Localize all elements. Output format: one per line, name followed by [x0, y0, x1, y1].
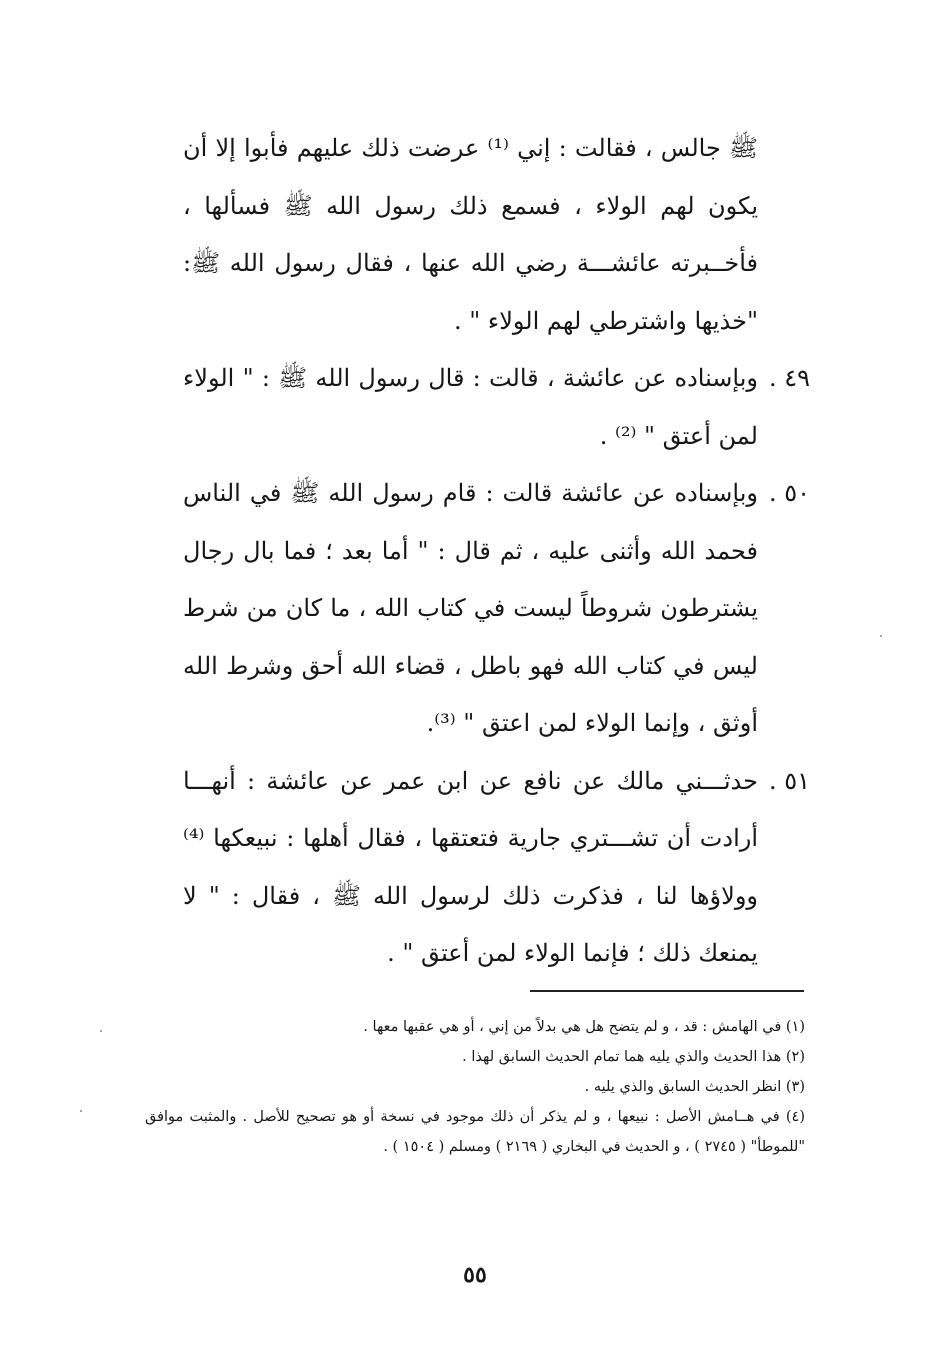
hadith-number: ٥١ .	[768, 766, 810, 795]
hadith-text: وبإسناده عن عائشة قالت : قام رسول الله ﷺ في الناس فحمد الله وأثنى عليه ، ثم قال : " أما بعد ؛ فما بال رجال يشترطون شروطاً ليست في كتاب الله ، ما كان من شرط ليس في كتاب الله فهو باطل ، قضاء الله أحق وشرط الله أوثق ، وإنما الولاء لمن اعتق " ⁽³⁾.	[183, 479, 758, 737]
footnotes	[145, 1012, 805, 1162]
footnote-2: (٢) هذا الحديث والذي يليه هما تمام الحديث السابق لهذا .	[462, 1049, 805, 1065]
footnote-3: (٣) انظر الحديث السابق والذي يليه .	[584, 1079, 805, 1095]
hadith-49	[183, 350, 810, 465]
hadith-text: وبإسناده عن عائشة ، قالت : قال رسول الله ﷺ : " الولاء لمن أعتق " ⁽²⁾ .	[183, 364, 758, 450]
hadith-number: ٥٠ .	[768, 479, 810, 507]
page-number: ٥٥	[463, 1262, 487, 1288]
hadith-number: ٤٩ .	[768, 364, 810, 392]
scan-speck	[80, 1110, 82, 1112]
footnote-1: (١) في الهامش : قد ، و لم يتضح هل هي بدلاً من إني ، أو هي عقبها معها .	[363, 1019, 805, 1035]
scan-speck	[880, 635, 882, 637]
hadith-text: حدثـــني مالك عن نافع عن ابن عمر عن عائشة : أنهـــا أرادت أن تشـــتري جارية فتعتقها ، فقال أهلها : نبيعكها ⁽⁴⁾ وولاؤها لنا ، فذكرت ذلك لرسول الله ﷺ ، فقال : " لا يمنعك ذلك ؛ فإنما الولاء لمن أعتق " .	[183, 766, 758, 967]
scan-speck	[100, 1030, 102, 1032]
paragraph-continuation: ﷺ جالس ، فقالت : إني ⁽¹⁾ عرضت ذلك عليهم فأبوا إلا أن يكون لهم الولاء ، فسمع ذلك رسول الله ﷺ فسألها ، فأخــبرته عائشـــة رضي الله عنها ، فقال رسول الله ﷺ: "خذيها واشترطي لهم الولاء " .	[183, 134, 758, 335]
hadith-50	[183, 465, 810, 753]
footnote-divider	[530, 990, 804, 992]
hadith-51	[183, 753, 810, 983]
main-text	[183, 120, 810, 983]
footnote-4: (٤) في هــامش الأصل : نبيعها ، و لم يذكر أن ذلك موجود في نسخة أو هو تصحيح للأصل . والمثبت موافق "للموطأ" ( ٢٧٤٥ ) ، و الحديث في البخاري ( ٢١٦٩ ) ومسلم ( ١٥٠٤ ) .	[145, 1109, 805, 1155]
